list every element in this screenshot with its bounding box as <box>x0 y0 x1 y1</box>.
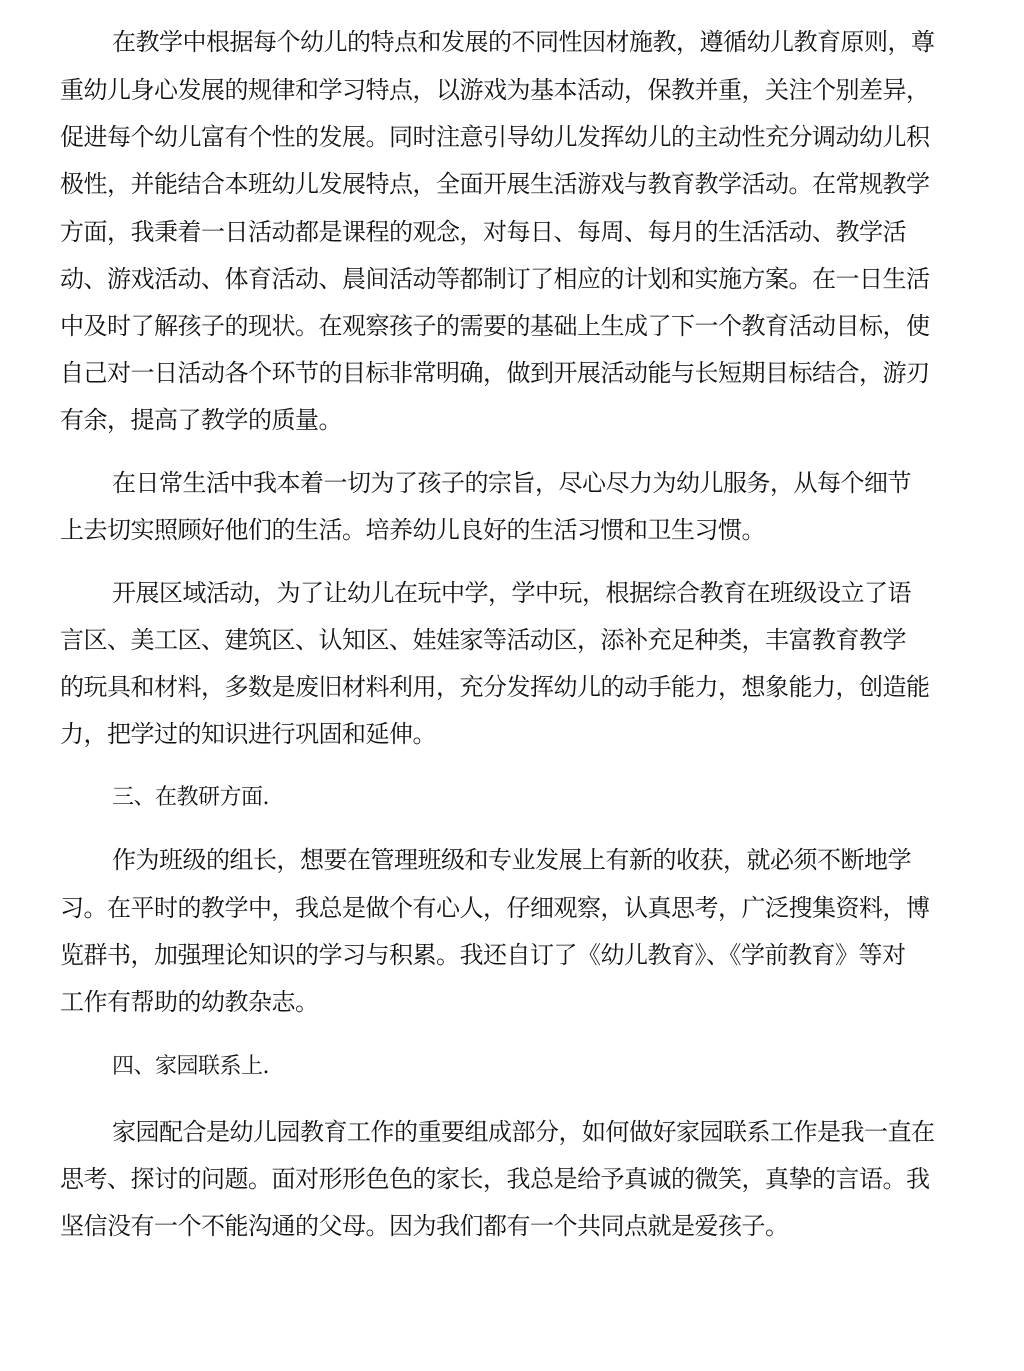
section-heading: 四、家园联系上. <box>112 1054 269 1079</box>
text-line: 的玩具和材料，多数是废旧材料利用，充分发挥幼儿的动手能力，想象能力，创造能 <box>60 673 930 701</box>
text-line: 工作有帮助的幼教杂志。 <box>60 988 319 1016</box>
text-line: 在日常生活中我本着一切为了孩子的宗旨，尽心尽力为幼儿服务，从每个细节 <box>112 469 911 497</box>
text-line: 在教学中根据每个幼儿的特点和发展的不同性因材施教，遵循幼儿教育原则，尊 <box>112 28 935 56</box>
text-line: 自己对一日活动各个环节的目标非常明确，做到开展活动能与长短期目标结合，游刃 <box>60 359 930 387</box>
text-line: 促进每个幼儿富有个性的发展。同时注意引导幼儿发挥幼儿的主动性充分调动幼儿积 <box>60 123 930 151</box>
text-line: 言区、美工区、建筑区、认知区、娃娃家等活动区，添补充足种类，丰富教育教学 <box>60 626 906 654</box>
text-line: 思考、探讨的问题。面对形形色色的家长，我总是给予真诚的微笑，真挚的言语。我 <box>60 1165 930 1193</box>
text-line: 极性，并能结合本班幼儿发展特点，全面开展生活游戏与教育教学活动。在常规教学 <box>60 170 930 198</box>
text-line: 坚信没有一个不能沟通的父母。因为我们都有一个共同点就是爱孩子。 <box>60 1212 789 1240</box>
text-line: 览群书，加强理论知识的学习与积累。我还自订了《幼儿教育》、《学前教育》等对 <box>60 941 906 969</box>
text-line: 习。在平时的教学中，我总是做个有心人，仔细观察，认真思考，广泛搜集资料，博 <box>60 894 930 922</box>
text-line: 开展区域活动，为了让幼儿在玩中学，学中玩，根据综合教育在班级设立了语 <box>112 579 911 607</box>
text-line: 动、游戏活动、体育活动、晨间活动等都制订了相应的计划和实施方案。在一日生活 <box>60 265 930 293</box>
text-line: 方面，我秉着一日活动都是课程的观念，对每日、每周、每月的生活活动、教学活 <box>60 218 906 246</box>
text-line: 力，把学过的知识进行巩固和延伸。 <box>60 720 436 748</box>
text-line: 家园配合是幼儿园教育工作的重要组成部分，如何做好家园联系工作是我一直在 <box>112 1118 935 1146</box>
text-line: 作为班级的组长，想要在管理班级和专业发展上有新的收获，就必须不断地学 <box>112 846 911 874</box>
section-heading: 三、在教研方面. <box>112 785 269 810</box>
text-line: 有余，提高了教学的质量。 <box>60 406 342 434</box>
text-line: 重幼儿身心发展的规律和学习特点，以游戏为基本活动，保教并重，关注个别差异， <box>60 76 930 104</box>
text-line: 中及时了解孩子的现状。在观察孩子的需要的基础上生成了下一个教育活动目标，使 <box>60 312 930 340</box>
text-line: 上去切实照顾好他们的生活。培养幼儿良好的生活习惯和卫生习惯。 <box>60 516 765 544</box>
